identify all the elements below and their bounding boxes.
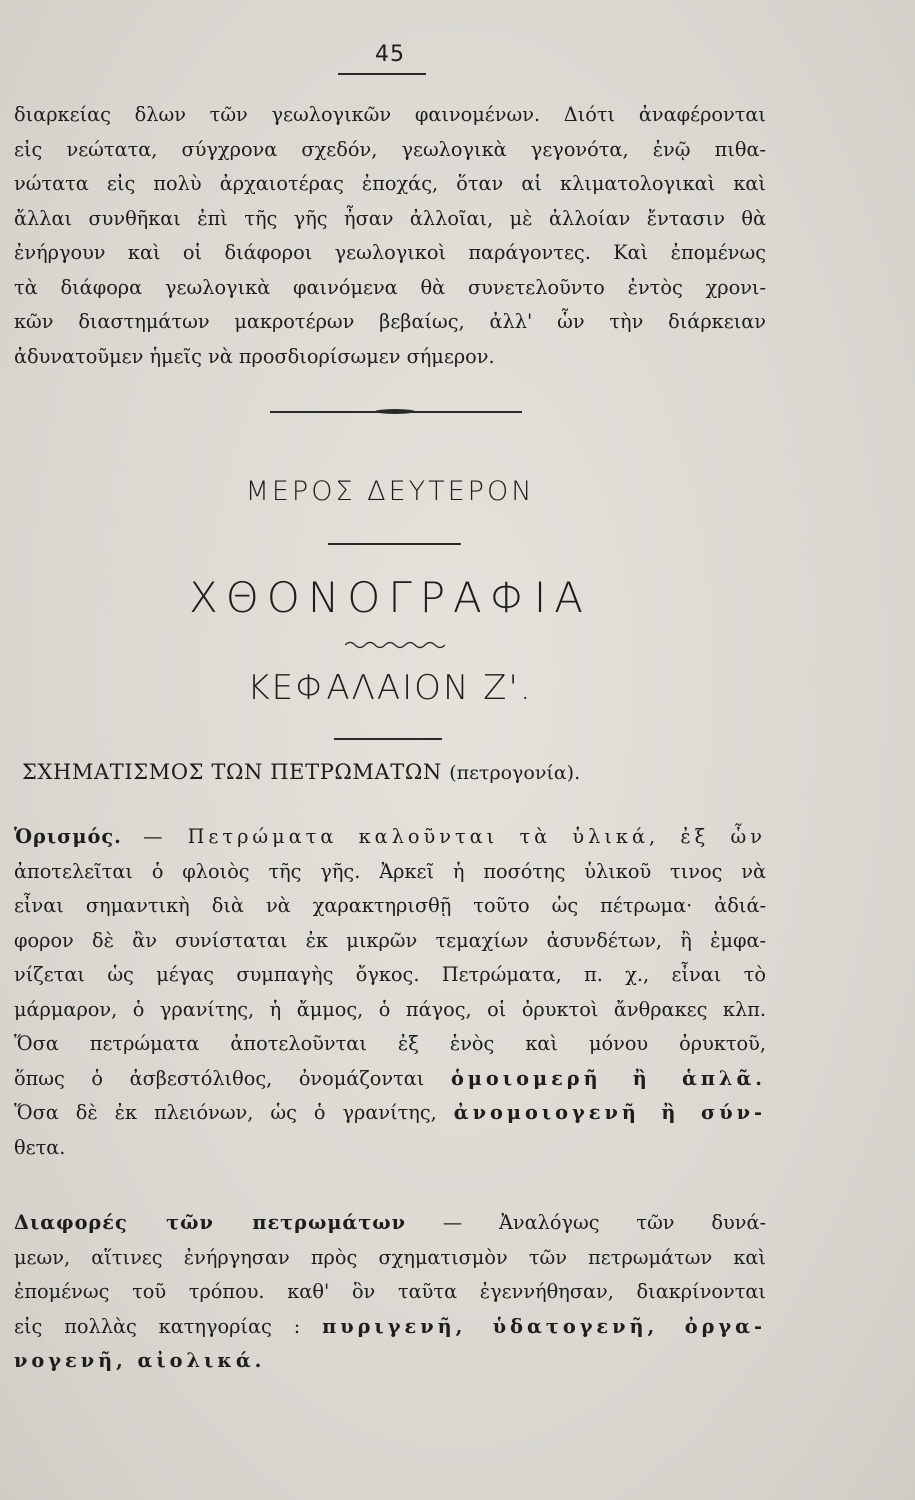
term: ὁμοιομερῆ ἢ ἁπλᾶ. (450, 1066, 767, 1090)
title-heading: ΧΘΟΝΟΓΡΑΦΙΑ (188, 573, 592, 622)
text-line (14, 1206, 766, 1241)
text-line (14, 1310, 766, 1345)
section-heading-main: ΣΧΗΜΑΤΙΣΜΟΣ ΤΩΝ ΠΕΤΡΩΜΑΤΩΝ (22, 760, 442, 784)
part-heading: ΜΕΡΟΣ ΔΕΥΤΕΡΟΝ (245, 476, 535, 507)
term: νογενῆ, αἰολικά. (14, 1349, 266, 1372)
text-line: ἐνήργουν καὶ οἱ διάφοροι γεωλογικοὶ παράγοντες. Καὶ ἐπομένως (14, 241, 766, 264)
text-line (14, 1096, 766, 1131)
text-line (14, 1344, 766, 1379)
text-line: διαρκείας δλων τῶν γεωλογικῶν φαινομένων. Διότι ἀναφέρονται (14, 103, 766, 126)
text-line (14, 1062, 766, 1097)
text-line (14, 820, 766, 855)
text-line: ἀποτελεῖται ὁ φλοιὸς τῆς γῆς. Ἀρκεῖ ἡ ποσότης ὑλικοῦ τινος νὰ (14, 859, 766, 883)
text-line: εἶναι σημαντικὴ διὰ νὰ χαρακτηρισθῇ τοῦτο ὡς πέτρωμα· ἀδιά- (14, 894, 766, 917)
text-line: νίζεται ὡς μέγας συμπαγὴς ὄγκος. Πετρώματα, π. χ., εἶναι τὸ (14, 963, 766, 986)
text-line: Ὅσα πετρώματα ἀποτελοῦνται ἐξ ἑνὸς καὶ μόνου ὀρυκτοῦ, (14, 1032, 766, 1055)
text-line: νώτατα εἰς πολὺ ἀρχαιοτέρας ἐποχάς, ὅταν αἱ κλιματολογικαὶ καὶ (14, 172, 766, 195)
text-line: μάρμαρον, ὁ γρανίτης, ἡ ἄμμος, ὁ πάγος, οἱ ὀρυκτοὶ ἄνθρακες κλπ. (14, 997, 766, 1021)
heading-rule (328, 543, 461, 545)
text-run: εἰς πολλὰς κατηγορίας : (14, 1314, 323, 1338)
section-heading-paren: (πετρογονία). (449, 762, 581, 784)
wavy-ornament (345, 640, 445, 650)
page-number: 45 (375, 42, 405, 67)
term: πυριγενῆ, ὑδατογενῆ, ὀργα- (322, 1314, 766, 1338)
term: ἀνομοιογενῆ ἢ σύν- (453, 1101, 766, 1124)
text-line: μεων, αἵτινες ἐνήργησαν πρὸς σχηματισμὸν τῶν πετρωμάτων καὶ (14, 1245, 766, 1269)
text-run: — Πετρώματα καλοῦνται τὰ ὑλικά, ἐξ ὧν (121, 825, 766, 848)
text-line: ἐπομένως τοῦ τρόπου. καθ' ὃν ταῦτα ἐγεννήθησαν, διακρίνονται (14, 1280, 766, 1303)
heading-rule (334, 738, 442, 740)
text-line: φορον δὲ ἂν συνίσταται ἐκ μικρῶν τεμαχίων ἀσυνδέτων, ἢ ἐμφα- (14, 928, 766, 952)
text-line: ἀδυνατοῦμεν ἡμεῖς νὰ προσδιορίσωμεν σήμερον. (14, 344, 495, 368)
paragraph-lead: Ὁρισμός. (14, 825, 122, 848)
text-line: κῶν διαστημάτων μακροτέρων βεβαίως, ἀλλ' ὧν τὴν διάρκειαν (14, 310, 766, 333)
text-run: ὅπως ὁ ἀσβεστόλιθος, ὀνομάζονται (14, 1066, 451, 1090)
text-run: — Ἀναλόγως τῶν δυνά- (405, 1211, 766, 1234)
definition-paragraph (14, 820, 766, 1165)
section-heading (22, 760, 762, 784)
chapter-heading: ΚΕΦΑΛΑΙΟΝ Ζ'. (247, 668, 533, 708)
section-separator (270, 411, 522, 413)
intro-paragraph (14, 98, 766, 374)
page-number-underline (338, 73, 426, 75)
text-line: τὰ διάφορα γεωλογικὰ φαινόμενα θὰ συνετελοῦντο ἐντὸς χρονι- (14, 275, 766, 299)
text-line: θετα. (14, 1135, 66, 1159)
text-line: ἄλλαι συνθῆκαι ἐπὶ τῆς γῆς ἦσαν ἀλλοῖαι, μὲ ἀλλοίαν ἔντασιν θὰ (14, 206, 766, 230)
text-run: Ὅσα δὲ ἐκ πλειόνων, ὡς ὁ γρανίτης, (14, 1101, 454, 1124)
differences-paragraph (14, 1206, 766, 1379)
text-line: εἰς νεώτατα, σύγχρονα σχεδόν, γεωλογικὰ γεγονότα, ἐνῷ πιθα- (14, 137, 766, 161)
paragraph-lead: Διαφορές τῶν πετρωμάτων (14, 1211, 406, 1234)
